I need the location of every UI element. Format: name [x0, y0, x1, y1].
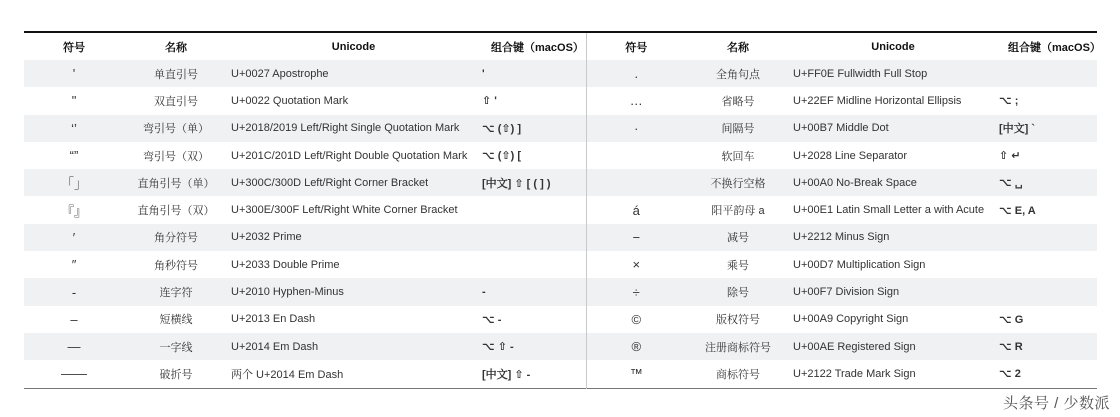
symbol-cell: ‘’	[24, 115, 124, 142]
unicode-cell: U+2028 Line Separator	[790, 142, 996, 169]
shortcut-cell: ⌥ ;	[996, 87, 1097, 114]
header-keys-right: 组合键（macOS）	[996, 32, 1097, 60]
unicode-cell: U+00E1 Latin Small Letter a with Acute	[790, 196, 996, 223]
header-symbol-right: 符号	[586, 32, 686, 60]
shortcut-cell	[479, 224, 586, 251]
shortcut-cell: ⌥ (⇧) [	[479, 142, 586, 169]
symbol-cell: '	[24, 60, 124, 87]
name-cell: 省略号	[686, 87, 790, 114]
shortcut-cell	[479, 251, 586, 278]
symbol-cell: .	[586, 60, 686, 87]
unicode-cell: U+300C/300D Left/Right Corner Bracket	[228, 169, 479, 196]
unicode-cell: U+00A9 Copyright Sign	[790, 306, 996, 333]
name-cell: 间隔号	[686, 115, 790, 142]
symbol-cell: ″	[24, 251, 124, 278]
unicode-cell: U+201C/201D Left/Right Double Quotation Mark	[228, 142, 479, 169]
symbol-cell: ©	[586, 306, 686, 333]
header-keys-left: 组合键（macOS）	[479, 32, 586, 60]
shortcut-cell: ⌥ ⇧ -	[479, 333, 586, 360]
table-header-row	[24, 32, 1097, 60]
unicode-cell: U+0027 Apostrophe	[228, 60, 479, 87]
name-cell: 弯引号（双）	[124, 142, 228, 169]
shortcut-cell: ⌥ (⇧) ]	[479, 115, 586, 142]
table-body	[24, 60, 1097, 388]
name-cell: 直角引号（单）	[124, 169, 228, 196]
table-row	[24, 333, 1097, 360]
unicode-cell: U+00D7 Multiplication Sign	[790, 251, 996, 278]
unicode-cell: U+00F7 Division Sign	[790, 278, 996, 305]
unicode-cell: U+2212 Minus Sign	[790, 224, 996, 251]
symbol-cell: 「」	[24, 169, 124, 196]
unicode-cell: U+0022 Quotation Mark	[228, 87, 479, 114]
shortcut-cell	[996, 60, 1097, 87]
table-row	[24, 115, 1097, 142]
symbol-cell: á	[586, 196, 686, 223]
symbol-cell: 『』	[24, 196, 124, 223]
name-cell: 全角句点	[686, 60, 790, 87]
table-row	[24, 87, 1097, 114]
shortcut-cell: [中文] `	[996, 115, 1097, 142]
header-name-right: 名称	[686, 32, 790, 60]
name-cell: 软回车	[686, 142, 790, 169]
symbol-cell	[586, 142, 686, 169]
shortcut-cell: ⌥ E, A	[996, 196, 1097, 223]
unicode-cell: U+2033 Double Prime	[228, 251, 479, 278]
name-cell: 弯引号（单）	[124, 115, 228, 142]
unicode-cell: U+00AE Registered Sign	[790, 333, 996, 360]
unicode-cell: U+300E/300F Left/Right White Corner Bracket	[228, 196, 479, 223]
name-cell: 注册商标符号	[686, 333, 790, 360]
symbol-cell: "	[24, 87, 124, 114]
table-row	[24, 60, 1097, 87]
symbol-cell: -	[24, 278, 124, 305]
name-cell: 连字符	[124, 278, 228, 305]
name-cell: 短横线	[124, 306, 228, 333]
shortcut-cell	[996, 224, 1097, 251]
watermark: 头条号 / 少数派	[1002, 395, 1110, 412]
shortcut-cell: -	[479, 278, 586, 305]
symbol-cell: ·	[586, 115, 686, 142]
unicode-cell: U+2122 Trade Mark Sign	[790, 360, 996, 388]
table-row	[24, 360, 1097, 388]
table-row	[24, 251, 1097, 278]
shortcut-cell: [中文] ⇧ [ ( ] )	[479, 169, 586, 196]
name-cell: 角秒符号	[124, 251, 228, 278]
shortcut-cell: ⌥ 2	[996, 360, 1097, 388]
name-cell: 商标符号	[686, 360, 790, 388]
symbol-cell: ®	[586, 333, 686, 360]
table-row	[24, 306, 1097, 333]
symbol-cell: −	[586, 224, 686, 251]
name-cell: 单直引号	[124, 60, 228, 87]
symbol-cell: ×	[586, 251, 686, 278]
name-cell: 双直引号	[124, 87, 228, 114]
symbol-cell: –	[24, 306, 124, 333]
name-cell: 减号	[686, 224, 790, 251]
symbol-cell	[586, 169, 686, 196]
name-cell: 阳平韵母 a	[686, 196, 790, 223]
shortcut-cell: '	[479, 60, 586, 87]
punctuation-symbol-table	[24, 31, 1101, 389]
shortcut-cell: ⌥ ␣	[996, 169, 1097, 196]
shortcut-cell: ⇧ '	[479, 87, 586, 114]
header-name-left: 名称	[124, 32, 228, 60]
table-row	[24, 278, 1097, 305]
name-cell: 版权符号	[686, 306, 790, 333]
table-row	[24, 224, 1097, 251]
unicode-cell: 两个 U+2014 Em Dash	[228, 360, 479, 388]
unicode-cell: U+2018/2019 Left/Right Single Quotation Mark	[228, 115, 479, 142]
unicode-cell: U+2014 Em Dash	[228, 333, 479, 360]
name-cell: 一字线	[124, 333, 228, 360]
unicode-cell: U+2013 En Dash	[228, 306, 479, 333]
name-cell: 角分符号	[124, 224, 228, 251]
shortcut-cell: [中文] ⇧ -	[479, 360, 586, 388]
header-symbol-left: 符号	[24, 32, 124, 60]
unicode-cell: U+00A0 No-Break Space	[790, 169, 996, 196]
unicode-cell: U+2010 Hyphen-Minus	[228, 278, 479, 305]
shortcut-cell	[479, 196, 586, 223]
header-unicode-right: Unicode	[790, 32, 996, 60]
name-cell: 乘号	[686, 251, 790, 278]
unicode-cell: U+00B7 Middle Dot	[790, 115, 996, 142]
symbol-cell: —	[24, 333, 124, 360]
symbol-cell: …	[586, 87, 686, 114]
name-cell: 不换行空格	[686, 169, 790, 196]
name-cell: 破折号	[124, 360, 228, 388]
unicode-cell: U+22EF Midline Horizontal Ellipsis	[790, 87, 996, 114]
name-cell: 直角引号（双）	[124, 196, 228, 223]
name-cell: 除号	[686, 278, 790, 305]
table-row	[24, 142, 1097, 169]
header-unicode-left: Unicode	[228, 32, 479, 60]
unicode-cell: U+FF0E Fullwidth Full Stop	[790, 60, 996, 87]
shortcut-cell: ⇧ ↵	[996, 142, 1097, 169]
symbol-cell: ™	[586, 360, 686, 388]
shortcut-cell: ⌥ -	[479, 306, 586, 333]
shortcut-cell	[996, 278, 1097, 305]
shortcut-cell: ⌥ R	[996, 333, 1097, 360]
symbol-table-container	[24, 31, 1101, 389]
shortcut-cell: ⌥ G	[996, 306, 1097, 333]
unicode-cell: U+2032 Prime	[228, 224, 479, 251]
table-row	[24, 169, 1097, 196]
symbol-cell: ——	[24, 360, 124, 388]
shortcut-cell	[996, 251, 1097, 278]
symbol-cell: ′	[24, 224, 124, 251]
table-row	[24, 196, 1097, 223]
symbol-cell: ÷	[586, 278, 686, 305]
symbol-cell: “”	[24, 142, 124, 169]
